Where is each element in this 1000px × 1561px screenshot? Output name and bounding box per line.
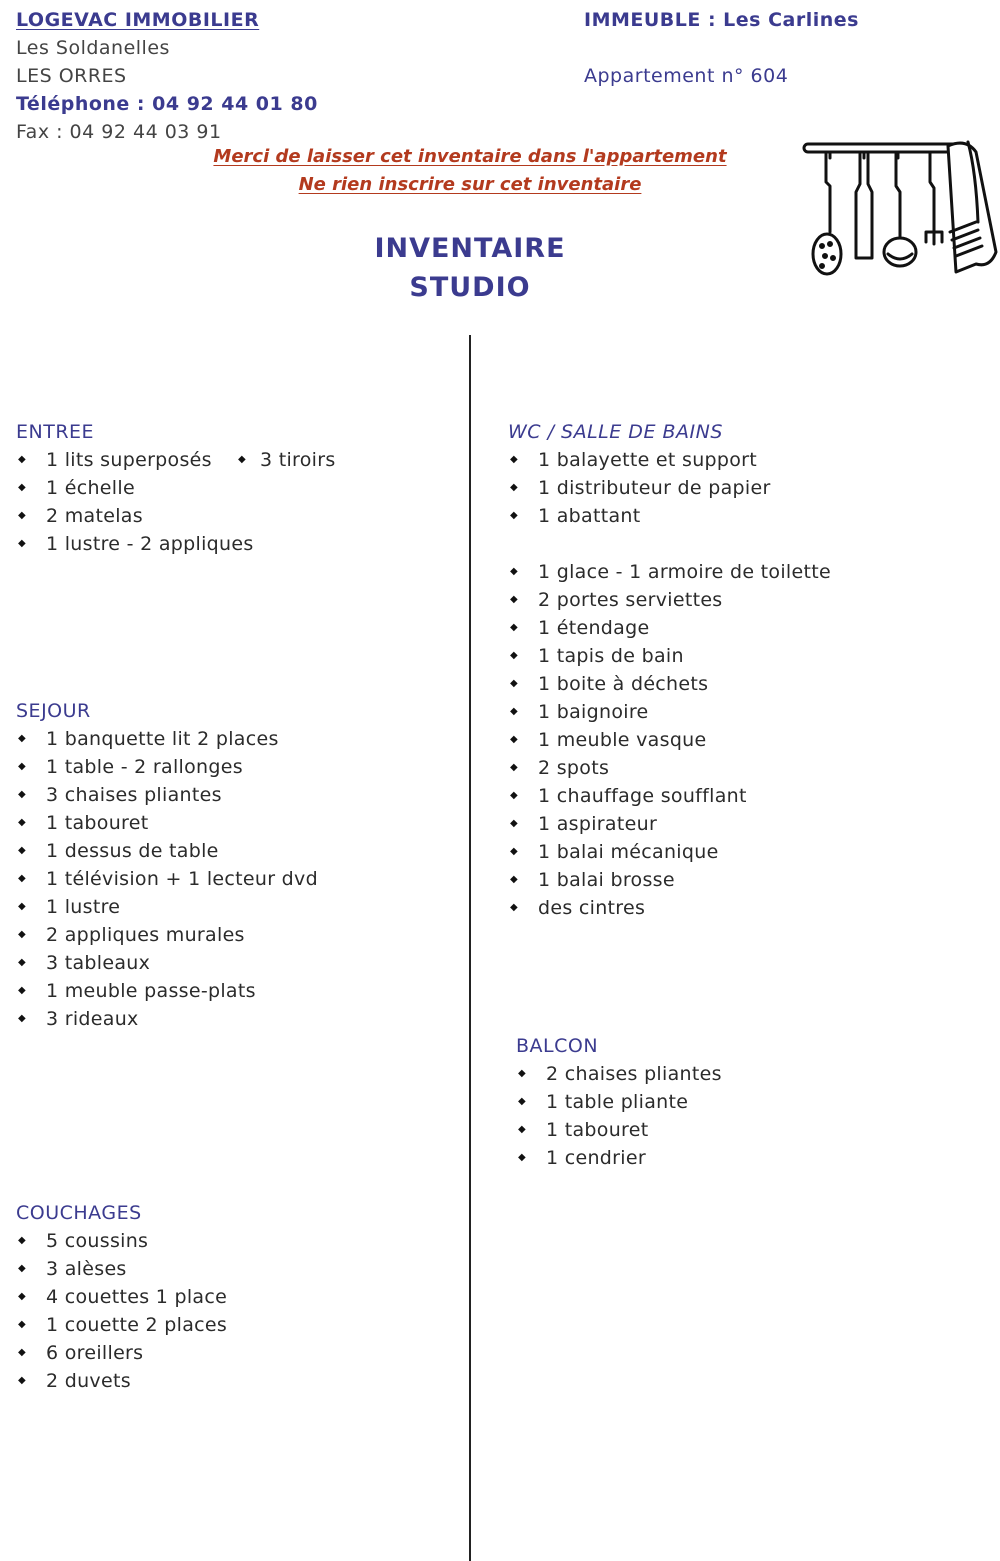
list-item: ◆ 1 aspirateur <box>508 810 978 838</box>
salle-de-bains-list <box>508 558 978 922</box>
apartment-number: Appartement n° 604 <box>584 65 789 87</box>
section-couchages <box>16 1199 456 1395</box>
list-item: ◆ 3 chaises pliantes <box>16 781 456 809</box>
kitchen-utensils-icon <box>800 132 1000 277</box>
section-entree <box>16 418 456 558</box>
list-item: ◆ 2 duvets <box>16 1367 456 1395</box>
section-title-couchages: COUCHAGES <box>16 1202 142 1224</box>
sejour-list <box>16 725 456 1033</box>
list-item: ◆ 2 matelas <box>16 502 456 530</box>
agency-address-1: Les Soldanelles <box>16 37 170 59</box>
list-item: ◆ 1 échelle <box>16 474 456 502</box>
building-name: IMMEUBLE : Les Carlines <box>584 9 859 31</box>
section-wc-salle-de-bains <box>508 418 978 922</box>
list-item: ◆ 1 télévision + 1 lecteur dvd <box>16 865 456 893</box>
list-item: ◆ 1 balai mécanique <box>508 838 978 866</box>
list-item: ◆ 1 tabouret <box>16 809 456 837</box>
list-item: ◆ 2 portes serviettes <box>508 586 978 614</box>
section-balcon <box>516 1032 976 1172</box>
couchages-list <box>16 1227 456 1395</box>
list-item: ◆ 3 rideaux <box>16 1005 456 1033</box>
list-item: ◆ 1 banquette lit 2 places <box>16 725 456 753</box>
list-item: ◆ 1 abattant <box>508 502 978 530</box>
balcon-list <box>516 1060 976 1172</box>
list-item: ◆ 1 meuble passe-plats <box>16 977 456 1005</box>
section-title-balcon: BALCON <box>516 1035 599 1057</box>
page-subtitle: STUDIO <box>409 272 531 303</box>
list-item: ◆ 1 balai brosse <box>508 866 978 894</box>
list-item: ◆ 2 chaises pliantes <box>516 1060 976 1088</box>
list-item: ◆ 1 lustre - 2 appliques <box>16 530 456 558</box>
list-item: ◆ 1 tabouret <box>516 1116 976 1144</box>
page-title: INVENTAIRE <box>374 233 566 264</box>
list-item: ◆ 1 étendage <box>508 614 978 642</box>
agency-name: LOGEVAC IMMOBILIER <box>16 9 260 31</box>
list-item: ◆ 1 distributeur de papier <box>508 474 978 502</box>
list-item: ◆ 1 table - 2 rallonges <box>16 753 456 781</box>
section-title-sejour: SEJOUR <box>16 700 91 722</box>
agency-phone: Téléphone : 04 92 44 01 80 <box>16 93 318 115</box>
agency-address-2: LES ORRES <box>16 65 127 87</box>
list-item: ◆ 3 tableaux <box>16 949 456 977</box>
section-sejour <box>16 697 456 1033</box>
list-item: ◆ 1 balayette et support <box>508 446 978 474</box>
column-divider <box>469 335 471 1561</box>
agency-fax: Fax : 04 92 44 03 91 <box>16 121 222 143</box>
list-item: ◆ 4 couettes 1 place <box>16 1283 456 1311</box>
list-item: ◆ 1 chauffage soufflant <box>508 782 978 810</box>
section-title-entree: ENTREE <box>16 421 95 443</box>
list-item: ◆ 2 appliques murales <box>16 921 456 949</box>
list-item: ◆ des cintres <box>508 894 978 922</box>
list-item: ◆ 1 boite à déchets <box>508 670 978 698</box>
list-item: ◆ 1 lustre <box>16 893 456 921</box>
notice-leave-inventory: Merci de laisser cet inventaire dans l'appartement <box>213 146 727 167</box>
notice-do-not-write: Ne rien inscrire sur cet inventaire <box>298 174 642 195</box>
list-item: ◆ 1 glace - 1 armoire de toilette <box>508 558 978 586</box>
section-title-wc: WC / SALLE DE BAINS <box>508 421 723 443</box>
list-item: ◆ 6 oreillers <box>16 1339 456 1367</box>
list-item: ◆ 1 lits superposés <box>16 446 456 474</box>
list-item: ◆ 1 dessus de table <box>16 837 456 865</box>
list-item: ◆ 3 alèses <box>16 1255 456 1283</box>
wc-list <box>508 446 978 530</box>
list-item: ◆ 5 coussins <box>16 1227 456 1255</box>
list-item: ◆ 1 cendrier <box>516 1144 976 1172</box>
list-item: ◆ 1 tapis de bain <box>508 642 978 670</box>
list-item: ◆ 1 table pliante <box>516 1088 976 1116</box>
list-item: ◆ 2 spots <box>508 754 978 782</box>
list-item-tiroirs: ◆ 3 tiroirs <box>236 446 336 474</box>
list-item: ◆ 1 baignoire <box>508 698 978 726</box>
list-item: ◆ 1 couette 2 places <box>16 1311 456 1339</box>
list-item: ◆ 1 meuble vasque <box>508 726 978 754</box>
